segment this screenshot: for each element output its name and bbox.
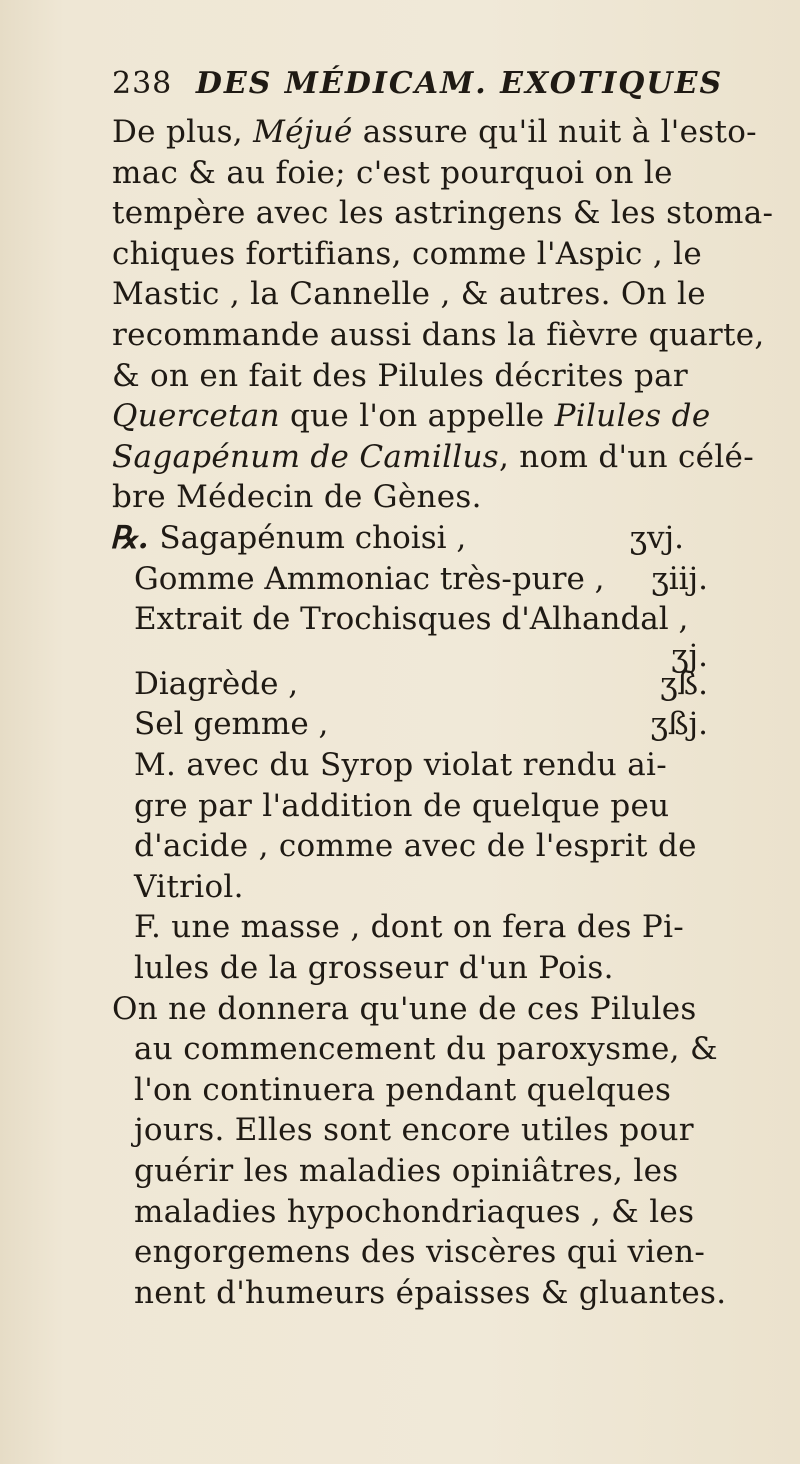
text-line: [112, 989, 697, 1029]
text-line: [112, 477, 482, 517]
text-run: & on en fait des Pilules décrites par: [112, 357, 689, 394]
text-run: De plus,: [112, 114, 254, 150]
text-run: M. avec du Syrop violat rendu ai-: [134, 747, 667, 783]
recipe-dose: ʒß.: [659, 665, 708, 702]
text-run: mac & au foie; c'est pourquoi on le: [112, 154, 673, 191]
text-run: que l'on appelle: [279, 398, 555, 435]
text-line: [134, 907, 684, 947]
recipe-ingredient: Extrait de Trochisques d'Alhandal ,: [134, 601, 689, 638]
text-line: [134, 1110, 694, 1150]
text-run: bre Médecin de Gènes.: [112, 479, 482, 516]
recipe-item: [134, 559, 708, 599]
recipe-dose: ʒj.: [671, 637, 708, 674]
text-run: au commencement du paroxysme, &: [134, 1031, 718, 1068]
text-run: d'acide , comme avec de l'esprit de: [134, 828, 697, 865]
recipe-symbol: ℞.: [110, 520, 160, 556]
recipe-dose: ʒßj.: [650, 706, 708, 743]
text-line: [134, 1273, 726, 1313]
text-run: gre par l'addition de quelque peu: [134, 787, 670, 824]
recipe-ingredient: Sel gemme ,: [134, 706, 329, 743]
text-line: [134, 1151, 678, 1191]
text-run: Mastic , la Cannelle , & autres. On le: [112, 276, 706, 313]
text-line: [112, 112, 757, 152]
text-line: [134, 826, 697, 866]
text-line: [134, 1029, 718, 1069]
page-number: 238: [112, 66, 173, 101]
text-line: [134, 948, 614, 988]
text-line: [112, 356, 688, 396]
italic-text: Pilules de: [554, 398, 711, 435]
running-header: [112, 62, 724, 106]
recipe-ingredient: Diagrède ,: [134, 665, 299, 702]
recipe-item: [134, 599, 708, 639]
running-title: DES MÉDICAM. EXOTIQUES: [195, 66, 724, 101]
text-run: recommande aussi dans la fièvre quarte,: [112, 317, 765, 353]
text-line: [134, 867, 244, 907]
text-run: assure qu'il nuit à l'esto-: [352, 114, 757, 150]
recipe-item: [110, 518, 684, 558]
text-line: [112, 274, 706, 314]
text-line: [112, 234, 702, 274]
text-line: [112, 315, 765, 355]
text-run: engorgemens des viscères qui vien-: [134, 1234, 706, 1271]
italic-text: Quercetan: [112, 398, 280, 435]
recipe-ingredient: Sagapénum choisi ,: [159, 520, 467, 556]
text-run: chiques fortifians, comme l'Aspic , le: [112, 235, 703, 272]
text-run: nent d'humeurs épaisses & gluantes.: [134, 1274, 727, 1311]
text-run: lules de la grosseur d'un Pois.: [134, 950, 614, 986]
text-line: [134, 1070, 671, 1110]
recipe-ingredient: Gomme Ammoniac très-pure ,: [134, 560, 605, 597]
text-line: [112, 153, 673, 193]
text-run: l'on continuera pendant quelques: [134, 1071, 672, 1108]
italic-text: Sagapénum de Camillus: [112, 438, 499, 475]
text-line: [112, 396, 710, 436]
text-run: tempère avec les astringens & les stoma-: [112, 195, 774, 232]
text-line: [112, 193, 773, 233]
text-line: [112, 437, 754, 477]
recipe-item: [134, 664, 708, 704]
text-run: F. une masse , dont on fera des Pi-: [134, 909, 685, 946]
text-run: Vitriol.: [134, 868, 244, 905]
recipe-dose: ʒvj.: [629, 520, 684, 556]
text-run: On ne donnera qu'une de ces Pilules: [112, 990, 697, 1027]
recipe-dose: ʒiij.: [651, 560, 708, 597]
text-run: , nom d'un célé-: [498, 438, 754, 475]
text-run: maladies hypochondriaques , & les: [134, 1193, 695, 1230]
text-run: jours. Elles sont encore utiles pour: [134, 1112, 694, 1149]
text-line: [134, 1192, 694, 1232]
text-line: [134, 786, 669, 826]
text-line: [134, 1232, 705, 1272]
text-run: guérir les maladies opiniâtres, les: [134, 1153, 679, 1189]
italic-text: Méjué: [253, 114, 353, 150]
text-line: [134, 745, 667, 785]
recipe-item: [134, 704, 708, 744]
